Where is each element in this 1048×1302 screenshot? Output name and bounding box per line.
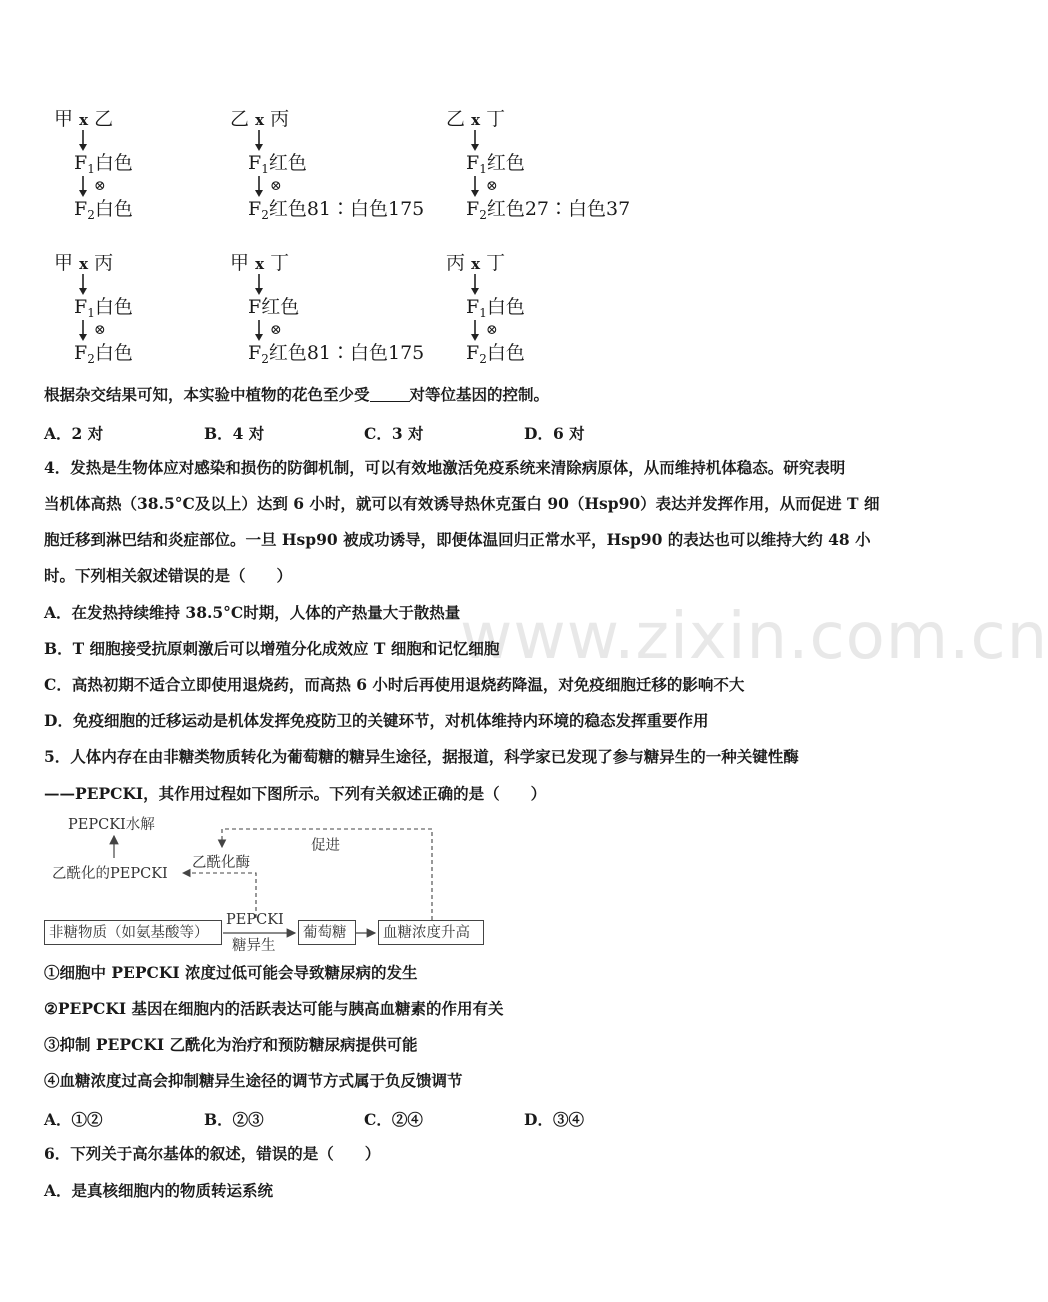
f1-result: 红色 bbox=[268, 152, 307, 174]
q4-option-a: A．在发热持续维持 38.5°C时期，人体的产热量大于散热量 bbox=[44, 603, 461, 622]
q5-option-d: D．③④ bbox=[524, 1110, 584, 1129]
pepcki-label: PEPCKI bbox=[226, 912, 284, 928]
q5-option-c: C．②④ bbox=[364, 1110, 423, 1129]
self-cross-icon: ⊗ bbox=[486, 178, 498, 194]
f1-result: 红色 bbox=[261, 296, 300, 318]
acetylase-label: 乙酰化酶 bbox=[192, 855, 250, 871]
f2-result: 红色27∶白色37 bbox=[486, 198, 631, 220]
q6-option-a: A．是真核细胞内的物质转运系统 bbox=[44, 1181, 274, 1200]
nonsugar-box: 非糖物质（如氨基酸等） bbox=[44, 920, 222, 945]
q4-option-d: D．免疫细胞的迁移运动是机体发挥免疫防卫的关键环节，对机体维持内环境的稳态发挥重要作用 bbox=[44, 711, 709, 730]
q3-stem: 根据杂交结果可知，本实验中植物的花色至少受 对等位基因的控制。 bbox=[44, 385, 550, 404]
q4-option-b: B．T 细胞接受抗原刺激后可以增殖分化成效应 T 细胞和记忆细胞 bbox=[44, 639, 500, 658]
f1-result: 白色 bbox=[486, 296, 525, 318]
q6-stem: 6．下列关于高尔基体的叙述，错误的是（ ） bbox=[44, 1144, 381, 1163]
q4-stem-line-2: 当机体高热（38.5°C及以上）达到 6 小时，就可以有效诱导热休克蛋白 90（Hsp90）表达并发挥作用，从而促进 T 细 bbox=[44, 494, 880, 513]
cross-4: 甲 x 丙 $F_1$白色 ⊗ $F_2$白色 bbox=[54, 252, 133, 366]
self-cross-icon: ⊗ bbox=[270, 322, 282, 338]
f2-result: 红色81∶白色175 bbox=[268, 198, 425, 220]
gluconeogenesis-label: 糖异生 bbox=[232, 938, 276, 954]
q4-stem-line-1: 4．发热是生物体应对感染和损伤的防御机制，可以有效地激活免疫系统来清除病原体，从而维持机体稳态。研究表明 bbox=[44, 458, 846, 477]
cross-1: 甲 x 乙 $F_1$白色 ⊗ $F_2$白色 bbox=[54, 108, 133, 222]
f2-result: 白色 bbox=[94, 198, 133, 220]
blood-sugar-box: 血糖浓度升高 bbox=[378, 920, 484, 945]
q5-statement-4: ④血糖浓度过高会抑制糖异生途径的调节方式属于负反馈调节 bbox=[44, 1071, 463, 1090]
q4-option-c: C．高热初期不适合立即使用退烧药，而高热 6 小时后再使用退烧药降温，对免疫细胞迁移的影响不大 bbox=[44, 675, 745, 694]
cross-5: 甲 x 丁 F红色 ⊗ $F_2$红色81∶白色175 bbox=[230, 252, 425, 366]
self-cross-icon: ⊗ bbox=[486, 322, 498, 338]
q5-stem-line-1: 5．人体内存在由非糖类物质转化为葡萄糖的糖异生途径，据报道，科学家已发现了参与糖异生的一种关键性酶 bbox=[44, 747, 799, 766]
q5-statement-3: ③抑制 PEPCKI 乙酰化为治疗和预防糖尿病提供可能 bbox=[44, 1035, 418, 1054]
self-cross-icon: ⊗ bbox=[94, 178, 106, 194]
q5-statement-1: ①细胞中 PEPCKI 浓度过低可能会导致糖尿病的发生 bbox=[44, 963, 418, 982]
watermark: www.zixin.com.cn bbox=[460, 600, 1048, 674]
parent-2: 乙 bbox=[94, 108, 114, 130]
cross-6: 丙 x 丁 $F_1$白色 ⊗ $F_2$白色 bbox=[446, 252, 525, 366]
q5-stem-line-2: ——PEPCKI，其作用过程如下图所示。下列有关叙述正确的是（ ） bbox=[44, 784, 547, 803]
f2-result: 白色 bbox=[486, 342, 525, 364]
q3-option-d: D．6 对 bbox=[524, 424, 585, 443]
q3-option-c: C．3 对 bbox=[364, 424, 424, 443]
f1-result: 白色 bbox=[94, 152, 133, 174]
q5-option-a: A．①② bbox=[44, 1110, 103, 1129]
glucose-box: 葡萄糖 bbox=[298, 920, 356, 945]
f2-result: 红色81∶白色175 bbox=[268, 342, 425, 364]
q5-option-b: B．②③ bbox=[204, 1110, 264, 1129]
q5-statement-2: ②PEPCKI 基因在细胞内的活跃表达可能与胰高血糖素的作用有关 bbox=[44, 999, 504, 1018]
f2-result: 白色 bbox=[94, 342, 133, 364]
acetylated-pepcki-label: 乙酰化的PEPCKI bbox=[52, 866, 168, 882]
cross-2: 乙 x 丙 $F_1$红色 ⊗ $F_2$红色81∶白色175 bbox=[230, 108, 425, 222]
hydrolysis-label: PEPCKI水解 bbox=[68, 817, 155, 833]
cross-3: 乙 x 丁 $F_1$红色 ⊗ $F_2$红色27∶白色37 bbox=[446, 108, 631, 222]
self-cross-icon: ⊗ bbox=[270, 178, 282, 194]
q4-stem-line-3: 胞迁移到淋巴结和炎症部位。一旦 Hsp90 被成功诱导，即便体温回归正常水平，Hsp90 的表达也可以维持大约 48 小 bbox=[44, 530, 871, 549]
self-cross-icon: ⊗ bbox=[94, 322, 106, 338]
f1-result: 白色 bbox=[94, 296, 133, 318]
f1-result: 红色 bbox=[486, 152, 525, 174]
parent-1: 甲 bbox=[54, 108, 74, 130]
promote-label: 促进 bbox=[311, 838, 340, 854]
q4-stem-line-4: 时。下列相关叙述错误的是（ ） bbox=[44, 566, 293, 585]
q3-option-b: B．4 对 bbox=[204, 424, 265, 443]
q3-option-a: A．2 对 bbox=[44, 424, 104, 443]
